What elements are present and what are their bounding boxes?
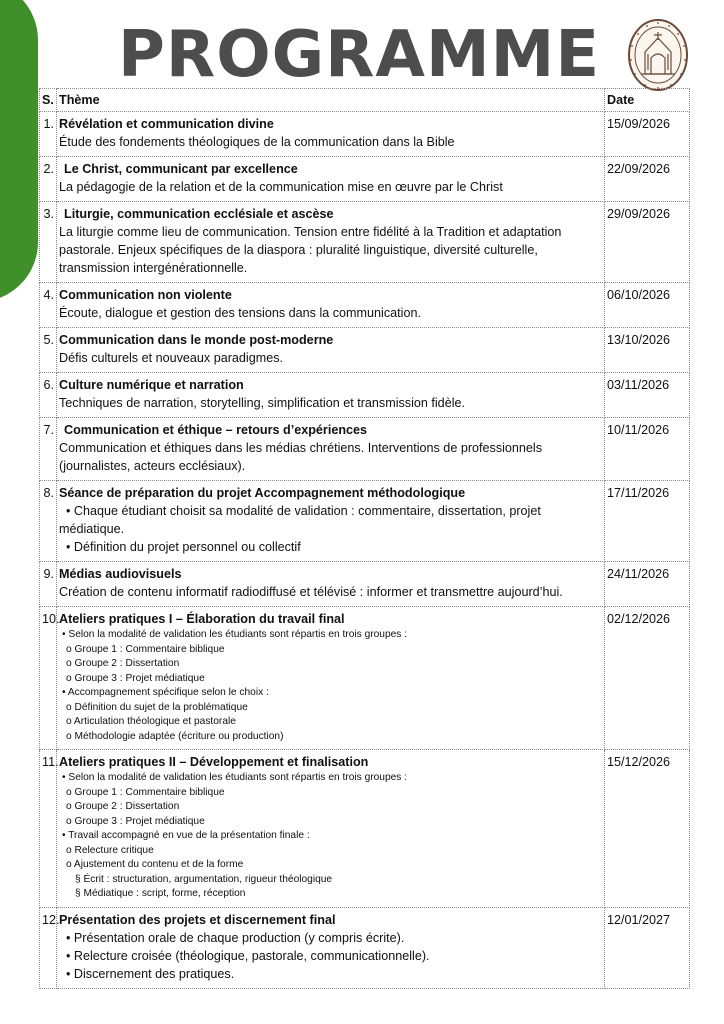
row-sub-item: • Selon la modalité de validation les étudiants sont répartis en trois groupes : bbox=[62, 629, 408, 640]
table-row bbox=[40, 202, 690, 283]
row-number: 10. bbox=[40, 607, 57, 750]
row-title: Médias audiovisuels bbox=[59, 567, 182, 581]
row-theme bbox=[57, 607, 605, 750]
row-title: Communication et éthique – retours d’expériences bbox=[64, 423, 368, 437]
row-number: 8. bbox=[40, 481, 57, 562]
table-row bbox=[40, 750, 690, 908]
table-row bbox=[40, 418, 690, 481]
row-date: 03/11/2026 bbox=[605, 373, 690, 418]
row-number: 6. bbox=[40, 373, 57, 418]
table-row bbox=[40, 157, 690, 202]
row-number: 4. bbox=[40, 283, 57, 328]
page-title: PROGRAMME bbox=[118, 18, 601, 92]
row-sub-item: o Groupe 3 : Projet médiatique bbox=[66, 815, 205, 827]
row-description-line: Écoute, dialogue et gestion des tensions dans la communication. bbox=[59, 306, 421, 320]
row-date: 17/11/2026 bbox=[605, 481, 690, 562]
row-description-line: pastorale. Enjeux spécifiques de la diaspora : pluralité linguistique, diversité culturelle, bbox=[59, 243, 538, 257]
row-sub-item: o Définition du sujet de la problématique bbox=[66, 701, 248, 713]
row-sub-item: § Écrit : structuration, argumentation, rigueur théologique bbox=[75, 873, 333, 885]
row-description-line: (journalistes, acteurs ecclésiaux). bbox=[59, 459, 246, 473]
row-description-line: • Relecture croisée (théologique, pastorale, communicationnelle). bbox=[59, 948, 430, 963]
row-sub-item: § Médiatique : script, forme, réception bbox=[75, 888, 246, 899]
row-theme bbox=[57, 907, 605, 988]
row-description-line: transmission intergénérationnelle. bbox=[59, 261, 248, 275]
row-description-line: Création de contenu informatif radiodiffusé et télévisé : informer et transmettre aujourd’hui. bbox=[59, 585, 563, 599]
programme-table bbox=[39, 88, 690, 989]
row-number: 3. bbox=[40, 202, 57, 283]
row-description-line: Étude des fondements théologiques de la communication dans la Bible bbox=[59, 135, 455, 149]
row-date: 29/09/2026 bbox=[605, 202, 690, 283]
row-title: Communication non violente bbox=[59, 288, 232, 302]
row-title: Le Christ, communicant par excellence bbox=[64, 162, 298, 176]
table-row bbox=[40, 373, 690, 418]
row-description-line: Défis culturels et nouveaux paradigmes. bbox=[59, 351, 284, 365]
row-description-line: médiatique. bbox=[59, 522, 125, 536]
row-number: 1. bbox=[40, 112, 57, 157]
row-sub-item: o Groupe 2 : Dissertation bbox=[66, 658, 180, 669]
row-description-line: • Discernement des pratiques. bbox=[59, 966, 235, 981]
row-description-line: • Présentation orale de chaque production (y compris écrite). bbox=[59, 930, 405, 945]
row-sub-item: o Articulation théologique et pastorale bbox=[66, 716, 236, 727]
table-row bbox=[40, 907, 690, 988]
row-sub-item: o Groupe 1 : Commentaire biblique bbox=[66, 786, 225, 798]
row-theme bbox=[57, 562, 605, 607]
row-sub-item: o Méthodologie adaptée (écriture ou production) bbox=[66, 730, 284, 742]
row-sub-item: o Groupe 2 : Dissertation bbox=[66, 801, 180, 812]
row-title: Culture numérique et narration bbox=[59, 378, 244, 392]
row-date: 24/11/2026 bbox=[605, 562, 690, 607]
row-title: Liturgie, communication ecclésiale et ascèse bbox=[64, 207, 334, 221]
table-row bbox=[40, 481, 690, 562]
row-number: 7. bbox=[40, 418, 57, 481]
row-number: 11. bbox=[40, 750, 57, 908]
row-theme bbox=[57, 373, 605, 418]
institute-seal-logo bbox=[627, 18, 689, 92]
row-sub-item: • Accompagnement spécifique selon le choix : bbox=[62, 687, 269, 698]
row-description-line: • Définition du projet personnel ou collectif bbox=[59, 540, 301, 554]
row-description-line: La pédagogie de la relation et de la communication mise en œuvre par le Christ bbox=[59, 180, 503, 194]
row-title: Ateliers pratiques II – Développement et finalisation bbox=[59, 755, 369, 769]
row-theme bbox=[57, 157, 605, 202]
row-sub-item: • Selon la modalité de validation les étudiants sont répartis en trois groupes : bbox=[62, 772, 408, 783]
row-title: Présentation des projets et discernement final bbox=[59, 912, 336, 927]
row-theme bbox=[57, 112, 605, 157]
row-date: 22/09/2026 bbox=[605, 157, 690, 202]
row-date: 10/11/2026 bbox=[605, 418, 690, 481]
green-side-tab bbox=[0, 0, 38, 302]
table-row bbox=[40, 283, 690, 328]
row-sub-item: o Groupe 1 : Commentaire biblique bbox=[66, 643, 225, 655]
row-description-line: • Chaque étudiant choisit sa modalité de validation : commentaire, dissertation, projet bbox=[59, 504, 541, 518]
header-num: S. bbox=[40, 89, 57, 112]
row-number: 12. bbox=[40, 907, 57, 988]
row-sub-item: o Groupe 3 : Projet médiatique bbox=[66, 672, 205, 684]
row-theme bbox=[57, 283, 605, 328]
row-sub-item: o Relecture critique bbox=[66, 844, 154, 856]
row-number: 9. bbox=[40, 562, 57, 607]
row-sub-item: o Ajustement du contenu et de la forme bbox=[66, 859, 244, 870]
row-number: 2. bbox=[40, 157, 57, 202]
row-date: 15/12/2026 bbox=[605, 750, 690, 908]
row-title: Ateliers pratiques I – Élaboration du travail final bbox=[59, 612, 345, 626]
row-date: 12/01/2027 bbox=[605, 907, 690, 988]
row-theme bbox=[57, 481, 605, 562]
row-theme bbox=[57, 418, 605, 481]
header-date: Date bbox=[605, 89, 690, 112]
row-title: Communication dans le monde post-moderne bbox=[59, 333, 334, 347]
row-description-line: La liturgie comme lieu de communication. Tension entre fidélité à la Tradition et adaptation bbox=[59, 225, 562, 239]
table-row bbox=[40, 328, 690, 373]
row-date: 02/12/2026 bbox=[605, 607, 690, 750]
row-number: 5. bbox=[40, 328, 57, 373]
header-theme: Thème bbox=[57, 89, 605, 112]
row-date: 15/09/2026 bbox=[605, 112, 690, 157]
table-row bbox=[40, 607, 690, 750]
row-description-line: Communication et éthiques dans les médias chrétiens. Interventions de professionnels bbox=[59, 441, 543, 455]
table-row bbox=[40, 562, 690, 607]
row-sub-item: • Travail accompagné en vue de la présentation finale : bbox=[62, 830, 310, 841]
row-date: 06/10/2026 bbox=[605, 283, 690, 328]
row-theme bbox=[57, 202, 605, 283]
row-theme bbox=[57, 750, 605, 908]
row-title: Révélation et communication divine bbox=[59, 117, 274, 131]
table-row bbox=[40, 112, 690, 157]
row-title: Séance de préparation du projet Accompagnement méthodologique bbox=[59, 486, 466, 500]
row-description-line: Techniques de narration, storytelling, simplification et transmission fidèle. bbox=[59, 396, 465, 410]
row-theme bbox=[57, 328, 605, 373]
table-header-row bbox=[40, 89, 690, 112]
row-date: 13/10/2026 bbox=[605, 328, 690, 373]
